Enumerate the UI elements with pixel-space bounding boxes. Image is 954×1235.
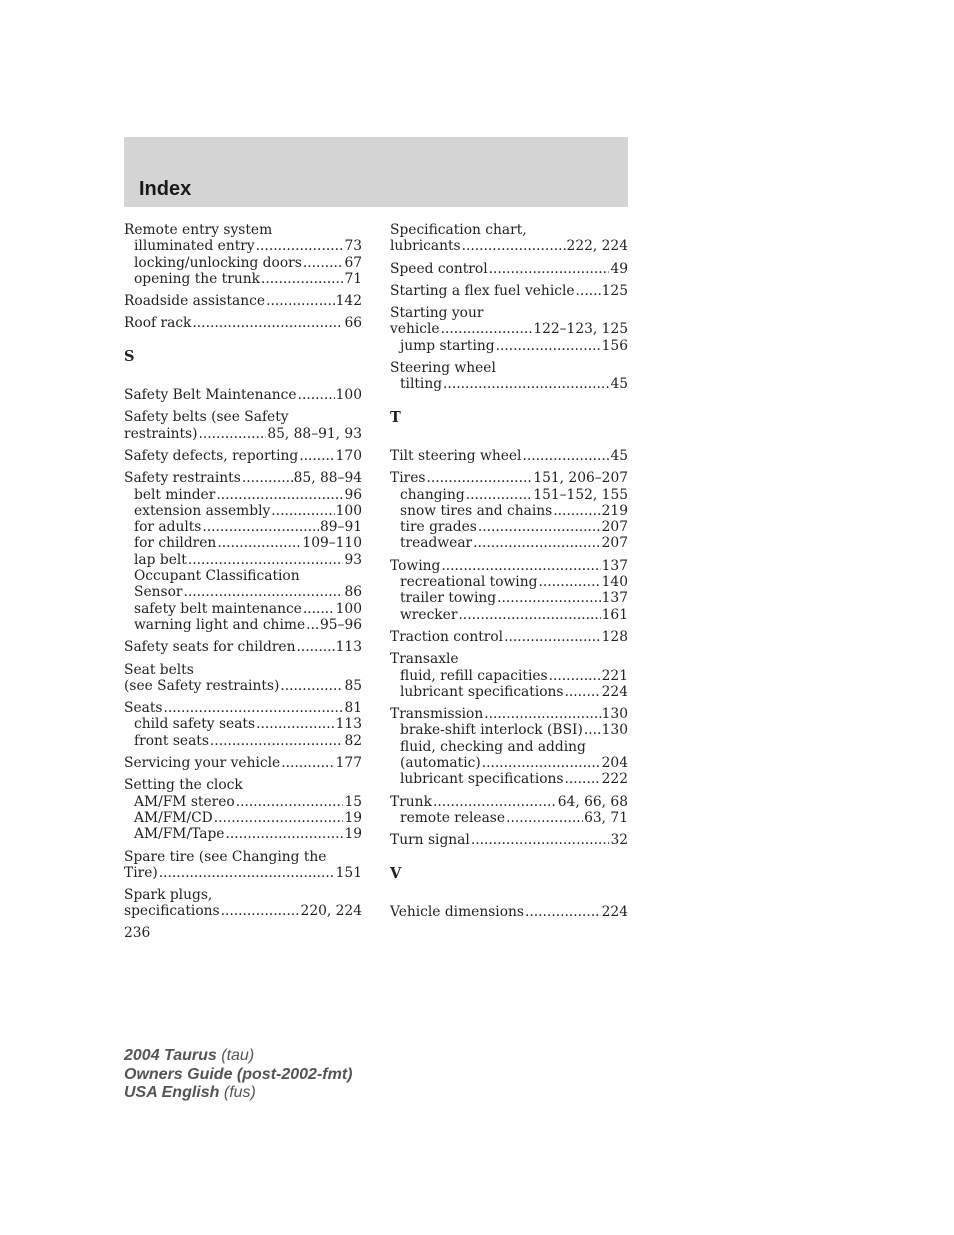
entry-page-ref: 113	[335, 639, 362, 656]
entry-label: Servicing your vehicle	[124, 755, 281, 772]
index-entry-line	[390, 283, 628, 299]
index-entry	[390, 832, 628, 848]
entry-page-ref: 224	[601, 683, 628, 700]
dot-leader	[256, 716, 335, 732]
entry-page-ref: 156	[601, 337, 628, 354]
entry-page-ref: 67	[344, 254, 362, 271]
index-entry	[124, 470, 362, 633]
entry-label: Transmission	[390, 706, 484, 723]
entry-page-ref: 222, 224	[566, 238, 628, 255]
index-entry-line	[390, 360, 628, 376]
index-entry-line	[124, 470, 362, 486]
entry-label: Tilt steering wheel	[390, 447, 522, 464]
entry-label: fluid, refill capacities	[400, 667, 548, 684]
index-entry-line	[390, 651, 628, 667]
header-band	[124, 137, 628, 207]
footer-model: 2004 Taurus	[124, 1047, 217, 1064]
entry-label: Seats	[124, 700, 163, 717]
index-subentry-line	[124, 733, 362, 749]
entry-page-ref: 86	[344, 584, 362, 601]
entry-page-ref: 66	[344, 315, 362, 332]
entry-label: trailer towing	[400, 590, 497, 607]
index-entry	[124, 222, 362, 287]
entry-page-ref: 142	[335, 293, 362, 310]
index-subentry-line	[124, 503, 362, 519]
entry-label: AM/FM/CD	[134, 809, 213, 826]
entry-label: illuminated entry	[134, 238, 255, 255]
entry-label: Setting the clock	[124, 777, 243, 794]
dot-leader	[242, 470, 293, 486]
entry-label: Remote entry system	[124, 222, 273, 238]
entry-label: AM/FM/Tape	[134, 826, 225, 843]
dot-leader	[553, 503, 600, 519]
entry-label: recreational towing	[400, 574, 538, 591]
index-entry-line	[124, 639, 362, 655]
dot-leader	[489, 261, 610, 277]
index-subentry-line	[124, 617, 362, 633]
index-column-left	[124, 222, 362, 926]
dot-leader	[565, 684, 601, 700]
dot-leader	[506, 810, 583, 826]
page-title: Index	[139, 178, 192, 200]
entry-page-ref: 204	[601, 755, 628, 772]
dot-leader	[163, 700, 343, 716]
entry-label: Roof rack	[124, 315, 192, 332]
entry-page-ref: 137	[601, 557, 628, 574]
index-subentry-line	[124, 568, 362, 584]
dot-leader	[261, 271, 343, 287]
footer-line-1	[124, 1047, 352, 1066]
dot-leader	[443, 376, 609, 392]
section-letter: V	[390, 864, 402, 882]
index-entry-line	[390, 448, 628, 464]
entry-label: Roadside assistance	[124, 293, 266, 310]
index-entry	[390, 261, 628, 277]
entry-page-ref: 73	[344, 238, 362, 255]
entry-page-ref: 45	[610, 376, 628, 393]
entry-page-ref: 93	[344, 551, 362, 568]
section-letter: S	[124, 347, 135, 365]
dot-leader	[466, 487, 533, 503]
entry-page-ref: 221	[601, 667, 628, 684]
index-entry	[390, 651, 628, 700]
index-subentry-line	[124, 794, 362, 810]
entry-label: restraints)	[124, 425, 198, 442]
index-subentry-line	[390, 771, 628, 787]
index-subentry-line	[390, 810, 628, 826]
entry-page-ref: 140	[601, 574, 628, 591]
index-subentry-line	[124, 826, 362, 842]
index-entry-line	[124, 387, 362, 403]
entry-page-ref: 130	[601, 722, 628, 739]
index-subentry-line	[390, 535, 628, 551]
entry-label: Safety belts (see Safety	[124, 409, 289, 426]
index-entry-line	[124, 903, 362, 919]
dot-leader	[266, 293, 335, 309]
index-subentry-line	[124, 552, 362, 568]
index-entry	[124, 448, 362, 464]
index-entry	[124, 849, 362, 882]
index-entry-line	[124, 700, 362, 716]
index-entry-line	[390, 321, 628, 337]
index-subentry-line	[124, 810, 362, 826]
entry-page-ref: 19	[344, 826, 362, 843]
dot-leader	[188, 552, 344, 568]
index-entry	[390, 794, 628, 827]
entry-label: tire grades	[400, 519, 477, 536]
dot-leader	[303, 601, 335, 617]
dot-leader	[504, 629, 601, 645]
dot-leader	[217, 535, 301, 551]
index-entry	[390, 904, 628, 920]
entry-page-ref: 82	[344, 732, 362, 749]
index-subentry-line	[390, 755, 628, 771]
dot-leader	[159, 865, 335, 881]
entry-page-ref: 170	[335, 447, 362, 464]
footer-language-code: (fus)	[223, 1084, 256, 1101]
entry-page-ref: 45	[610, 447, 628, 464]
index-entry-line	[390, 305, 628, 321]
entry-label: lubricants	[390, 238, 461, 255]
index-entry	[390, 222, 628, 255]
entry-label: for adults	[134, 519, 202, 536]
index-subentry-line	[390, 607, 628, 623]
entry-label: belt minder	[134, 486, 216, 503]
entry-label: lap belt	[134, 551, 187, 568]
index-subentry-line	[124, 487, 362, 503]
index-subentry-line	[390, 590, 628, 606]
entry-page-ref: 63, 71	[584, 809, 628, 826]
dot-leader	[256, 238, 344, 254]
index-entry	[390, 360, 628, 393]
page-number: 236	[124, 925, 151, 941]
entry-label: Trunk	[390, 793, 432, 810]
index-subentry-line	[124, 238, 362, 254]
entry-page-ref: 122–123, 125	[533, 321, 628, 338]
entry-page-ref: 32	[610, 832, 628, 849]
index-entry-line	[124, 678, 362, 694]
index-subentry-line	[390, 519, 628, 535]
entry-page-ref: 85, 88–94	[293, 470, 362, 487]
dot-leader	[199, 426, 267, 442]
entry-page-ref: 224	[601, 903, 628, 920]
entry-label: Sensor	[134, 584, 183, 601]
dot-leader	[306, 617, 319, 633]
entry-label: Vehicle dimensions	[390, 903, 524, 920]
index-entry-line	[124, 315, 362, 331]
index-entry-line	[390, 238, 628, 254]
index-subentry-line	[390, 574, 628, 590]
entry-label: fluid, checking and adding	[400, 738, 586, 755]
index-entry-line	[390, 832, 628, 848]
index-entry-line	[390, 904, 628, 920]
dot-leader	[549, 668, 601, 684]
dot-leader	[192, 315, 343, 331]
index-entry	[390, 448, 628, 464]
dot-leader	[221, 903, 300, 919]
entry-page-ref: 113	[335, 716, 362, 733]
index-entry-line	[124, 849, 362, 865]
dot-leader	[565, 771, 601, 787]
entry-label: front seats	[134, 732, 209, 749]
index-entry	[124, 293, 362, 309]
index-subentry-line	[124, 716, 362, 732]
index-entry-line	[390, 706, 628, 722]
entry-label: extension assembly	[134, 502, 271, 519]
entry-page-ref: 161	[601, 606, 628, 623]
dot-leader	[525, 904, 601, 920]
entry-label: Safety defects, reporting	[124, 447, 299, 464]
entry-label: wrecker	[400, 606, 458, 623]
index-entry	[124, 777, 362, 842]
entry-label: for children	[134, 535, 217, 552]
index-subentry-line	[390, 668, 628, 684]
entry-label: Tires	[390, 470, 426, 487]
index-subentry-line	[390, 684, 628, 700]
index-subentry-line	[390, 739, 628, 755]
entry-label: Safety Belt Maintenance	[124, 387, 297, 404]
dot-leader	[433, 794, 557, 810]
document-footer	[124, 1047, 352, 1103]
entry-page-ref: 219	[601, 502, 628, 519]
dot-leader	[303, 255, 344, 271]
entry-label: safety belt maintenance	[134, 600, 302, 617]
entry-page-ref: 96	[344, 486, 362, 503]
dot-leader	[462, 238, 566, 254]
entry-label: locking/unlocking doors	[134, 254, 302, 271]
index-entry	[390, 706, 628, 787]
entry-page-ref: 130	[601, 706, 628, 723]
entry-label: brake-shift interlock (BSI)	[400, 722, 583, 739]
index-entry	[390, 283, 628, 299]
entry-label: lubricant specifications	[400, 771, 564, 788]
entry-page-ref: 85	[344, 677, 362, 694]
entry-page-ref: 128	[601, 628, 628, 645]
dot-leader	[538, 574, 600, 590]
index-entry	[124, 639, 362, 655]
entry-label: changing	[400, 486, 465, 503]
index-entry	[124, 887, 362, 920]
index-entry-line	[124, 426, 362, 442]
entry-label: remote release	[400, 809, 506, 826]
dot-leader	[584, 722, 601, 738]
index-entry-line	[124, 865, 362, 881]
entry-label: opening the trunk	[134, 270, 260, 287]
entry-label: child safety seats	[134, 716, 256, 733]
footer-line-3	[124, 1084, 352, 1103]
entry-page-ref: 151, 206–207	[533, 470, 628, 487]
entry-page-ref: 89–91	[319, 519, 362, 536]
entry-page-ref: 95–96	[319, 616, 362, 633]
entry-page-ref: 100	[335, 502, 362, 519]
entry-label: Speed control	[390, 260, 488, 277]
entry-page-ref: 151	[335, 864, 362, 881]
dot-leader	[522, 448, 609, 464]
entry-page-ref: 207	[601, 535, 628, 552]
entry-label: Towing	[390, 557, 441, 574]
dot-leader	[225, 826, 343, 842]
entry-label: Turn signal	[390, 832, 470, 849]
footer-line-2	[124, 1066, 352, 1085]
entry-page-ref: 222	[601, 771, 628, 788]
entry-label: Transaxle	[390, 651, 459, 668]
entry-page-ref: 71	[344, 270, 362, 287]
index-entry-line	[124, 755, 362, 771]
entry-label: Occupant Classification	[134, 568, 300, 585]
entry-page-ref: 100	[335, 600, 362, 617]
footer-language: USA English	[124, 1084, 220, 1101]
index-entry	[124, 755, 362, 771]
dot-leader	[298, 387, 335, 403]
dot-leader	[280, 678, 343, 694]
dot-leader	[184, 584, 344, 600]
entry-page-ref: 109–110	[302, 535, 362, 552]
index-subentry-line	[124, 584, 362, 600]
entry-label: (automatic)	[400, 755, 481, 772]
dot-leader	[210, 733, 344, 749]
index-entry-line	[124, 662, 362, 678]
entry-page-ref: 220, 224	[300, 903, 362, 920]
dot-leader	[497, 590, 601, 606]
index-entry-line	[124, 777, 362, 793]
dot-leader	[299, 448, 334, 464]
index-entry-line	[390, 629, 628, 645]
entry-page-ref: 15	[344, 793, 362, 810]
entry-page-ref: 100	[335, 387, 362, 404]
footer-model-code: (tau)	[221, 1047, 255, 1064]
index-subentry-line	[124, 535, 362, 551]
dot-leader	[576, 283, 601, 299]
index-subentry-line	[124, 271, 362, 287]
index-entry-line	[390, 470, 628, 486]
index-entry	[124, 409, 362, 442]
dot-leader	[296, 639, 334, 655]
index-entry-line	[390, 558, 628, 574]
entry-page-ref: 137	[601, 590, 628, 607]
index-entry-line	[390, 222, 628, 238]
entry-page-ref: 125	[601, 282, 628, 299]
dot-leader	[441, 558, 600, 574]
index-entry	[390, 470, 628, 551]
entry-label: vehicle	[390, 321, 440, 338]
index-subentry-line	[390, 376, 628, 392]
entry-label: lubricant specifications	[400, 683, 564, 700]
index-entry-line	[124, 448, 362, 464]
entry-label: Spare tire (see Changing the	[124, 848, 327, 865]
entry-label: jump starting	[400, 337, 495, 354]
entry-label: snow tires and chains	[400, 502, 553, 519]
index-subentry-line	[390, 487, 628, 503]
dot-leader	[202, 519, 319, 535]
dot-leader	[478, 519, 601, 535]
entry-label: Seat belts	[124, 661, 194, 678]
index-entry	[124, 315, 362, 331]
entry-label: Steering wheel	[390, 360, 496, 377]
entry-label: tilting	[400, 376, 443, 393]
dot-leader	[484, 706, 600, 722]
index-entry-line	[390, 794, 628, 810]
entry-page-ref: 207	[601, 519, 628, 536]
index-entry-line	[390, 261, 628, 277]
entry-label: treadwear	[400, 535, 473, 552]
entry-label: Safety seats for children	[124, 639, 296, 656]
index-subentry-line	[390, 338, 628, 354]
index-entry	[390, 305, 628, 354]
dot-leader	[216, 487, 343, 503]
dot-leader	[458, 607, 600, 623]
dot-leader	[496, 338, 601, 354]
dot-leader	[473, 535, 600, 551]
entry-label: Specification chart,	[390, 222, 527, 238]
dot-leader	[281, 755, 334, 771]
entry-page-ref: 151–152, 155	[533, 486, 628, 503]
index-entry	[124, 662, 362, 695]
entry-page-ref: 19	[344, 809, 362, 826]
dot-leader	[271, 503, 334, 519]
index-subentry-line	[390, 722, 628, 738]
index-entry	[124, 387, 362, 403]
index-entry	[390, 629, 628, 645]
entry-label: Tire)	[124, 864, 158, 881]
entry-page-ref: 177	[335, 755, 362, 772]
dot-leader	[471, 832, 610, 848]
dot-leader	[441, 321, 533, 337]
entry-label: warning light and chime	[134, 616, 306, 633]
entry-label: Spark plugs,	[124, 887, 213, 904]
index-subentry-line	[124, 601, 362, 617]
index-subentry-line	[124, 255, 362, 271]
index-entry-line	[124, 293, 362, 309]
index-entry-line	[124, 887, 362, 903]
index-subentry-line	[124, 519, 362, 535]
entry-label: (see Safety restraints)	[124, 677, 280, 694]
dot-leader	[214, 810, 344, 826]
section-letter: T	[390, 408, 401, 426]
dot-leader	[236, 794, 344, 810]
dot-leader	[482, 755, 601, 771]
entry-page-ref: 49	[610, 260, 628, 277]
entry-label: Safety restraints	[124, 470, 241, 487]
index-column-right	[390, 222, 628, 926]
index-entry-line	[124, 222, 362, 238]
entry-label: specifications	[124, 903, 220, 920]
entry-page-ref: 81	[344, 700, 362, 717]
index-entry-line	[124, 409, 362, 425]
entry-label: Traction control	[390, 628, 504, 645]
entry-page-ref: 64, 66, 68	[557, 793, 628, 810]
entry-label: Starting a flex fuel vehicle	[390, 282, 575, 299]
entry-label: AM/FM stereo	[134, 793, 235, 810]
index-subentry-line	[390, 503, 628, 519]
index-entry	[124, 700, 362, 749]
entry-label: Starting your	[390, 305, 484, 322]
entry-page-ref: 85, 88–91, 93	[267, 425, 362, 442]
footer-guide: Owners Guide (post-2002-fmt)	[124, 1065, 353, 1083]
index-entry	[390, 558, 628, 623]
dot-leader	[426, 470, 532, 486]
